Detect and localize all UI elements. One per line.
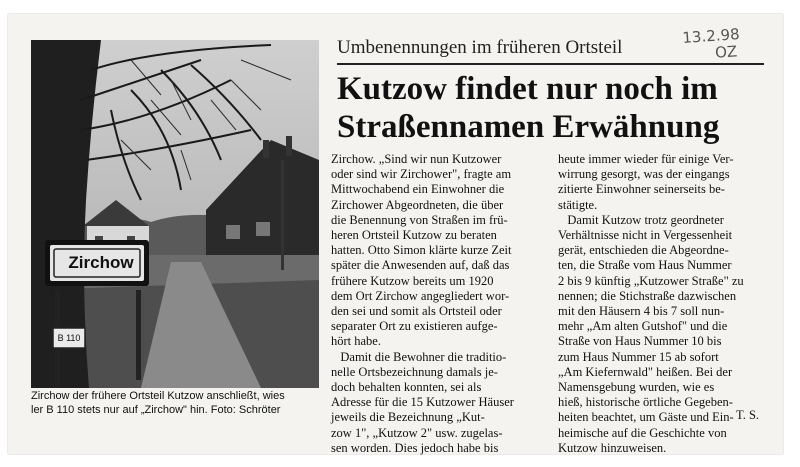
text-line: „Am Kiefernwald" heißen. Bei der (558, 364, 733, 379)
text-line: später die Anwesenden auf, daß das (331, 258, 510, 273)
text-line: Zirchow. „Sind wir nun Kutzower (331, 152, 502, 166)
text-line: nelle Ortsbezeichnung damals je- (331, 364, 498, 379)
text-line: 2 bis 9 künftig „Kutzower Straße" zu (558, 273, 744, 288)
text-line: wirrung gesorgt, was der eingangs (558, 167, 730, 182)
text-line: mehr „Am alten Gutshof" und die (558, 319, 728, 334)
text-line: heute immer wieder für einige Ver- (558, 152, 734, 166)
text-line: heren Ortsteil Kutzow zu beraten (331, 228, 497, 243)
text-line: hieß, historische örtliche Gegeben- (558, 395, 733, 410)
photo-caption (31, 389, 321, 417)
text-line: die Benennung von Straßen im frü- (331, 212, 508, 227)
text-line: stätigte. (558, 197, 598, 212)
headline-line: Kutzow findet nur noch im (337, 71, 718, 107)
date-note-line: OZ (714, 42, 738, 62)
text-line: jeweils die Bezeichnung „Kut- (331, 410, 485, 425)
text-line: sen worden. Dies jedoch habe bis (331, 440, 499, 455)
text-line: den sei und somit als Ortsteil oder (331, 304, 502, 319)
text-line: heimische auf die Geschichte von (558, 425, 727, 440)
text-line: Verhältnisse nicht in Vergessenheit (558, 228, 733, 243)
text-line: frühere Kutzow bereits um 1920 (331, 273, 494, 288)
headline-line: Straßennamen Erwähnung (337, 109, 720, 145)
kicker-title: Umbenennungen im früheren Ortsteil (337, 37, 623, 58)
text-line: Damit Kutzow trotz geordneter (558, 212, 724, 227)
caption-line: Zirchow der frühere Ortsteil Kutzow anschließt, wies (31, 390, 285, 402)
handwritten-date-note (682, 26, 741, 64)
text-line: Namensgebung wurden, wie es (558, 380, 715, 395)
text-line: Kutzow hinzuweisen. (558, 440, 667, 455)
author-initials: T. S. (736, 408, 760, 422)
text-line: zow 1", „Kutzow 2" usw. zugelas- (331, 425, 503, 440)
text-line: heiten beachtet, um Gäste und Ein- (558, 410, 734, 425)
text-line: hatten. Otto Simon klärte kurze Zeit (331, 243, 512, 258)
header-rule (337, 63, 764, 65)
headline (337, 70, 777, 146)
date-note-line: 13.2.98 (681, 25, 741, 47)
text-line: Zirchower Abgeordneten, die über (331, 197, 504, 212)
text-line: oder sind wir Zirchower", fragte am (331, 167, 512, 182)
article-photo (31, 40, 319, 388)
text-line: doch behalten konnten, sei als (331, 380, 482, 395)
text-line: gerät, entschieden die Abgeordne- (558, 243, 729, 258)
text-line: nennen; die Stichstraße dazwischen (558, 288, 737, 303)
text-line: Adresse für die 15 Kutzower Häuser (331, 395, 514, 410)
text-line: Straße von Haus Nummer 10 bis (558, 334, 722, 349)
text-line: zum Haus Nummer 15 ab sofort (558, 349, 719, 364)
text-line: hört habe. (331, 334, 381, 349)
caption-line: ler B 110 stets nur auf „Zirchow" hin. Foto: Schröter (31, 404, 281, 416)
text-line: mit den Häusern 4 bis 7 soll nun- (558, 304, 725, 319)
text-line: dem Ort Zirchow angegliedert wor- (331, 288, 510, 303)
text-line: zitierte Einwohner seinerseits be- (558, 182, 725, 197)
text-line: separater Ort zu existieren aufge- (331, 319, 498, 334)
text-line: ten, die Straße vom Haus Nummer (558, 258, 732, 273)
text-line: Damit die Bewohner die traditio- (331, 349, 507, 364)
text-line: Mittwochabend ein Einwohner die (331, 182, 505, 197)
town-sign-text: Zirchow (68, 253, 134, 272)
article-column-1 (331, 152, 548, 456)
road-sign-text: B 110 (57, 333, 81, 343)
